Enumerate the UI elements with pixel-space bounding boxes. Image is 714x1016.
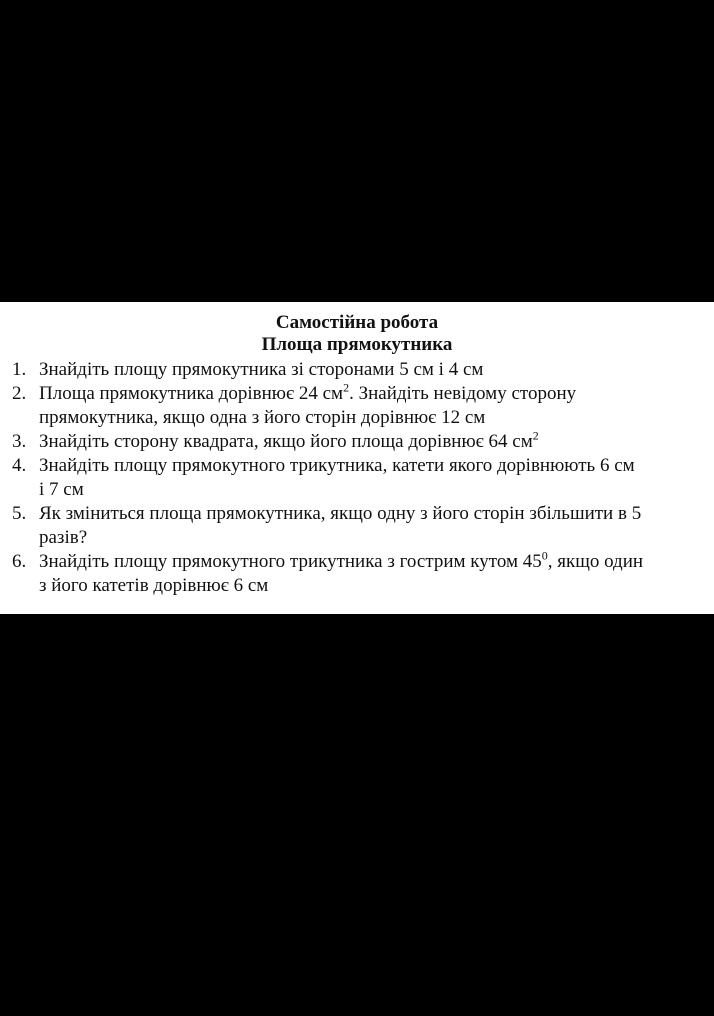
task-text-line-1: Як зміниться площа прямокутника, якщо одну з його сторін збільшити в 5 [39,503,642,524]
task-text: Площа прямокутника дорівнює 24 см [39,383,344,404]
task-number: 3. [12,431,27,452]
task-text-line-1 [39,382,576,405]
task-text: Знайдіть сторону квадрата, якщо його площа дорівнює 64 см [39,431,533,452]
task-text-line-2: разів? [39,527,88,548]
worksheet-title: Самостійна робота [275,312,439,333]
degree-superscript: 0 [541,548,548,563]
worksheet-subtitle: Площа прямокутника [261,334,453,355]
task-text-line-2: з його катетів дорівнює 6 см [39,575,269,596]
superscript: 2 [343,380,350,395]
task-text-line-2: прямокутника, якщо одна з його сторін дорівнює 12 см [39,407,486,428]
superscript: 2 [532,428,539,443]
task-text-line-2: і 7 см [39,479,84,500]
task-text-line-1: Знайдіть площу прямокутного трикутника, катети якого дорівнюють 6 см [39,455,635,476]
worksheet-page [0,302,714,614]
task-text-rest: , якщо один [547,551,644,572]
task-number: 6. [12,551,27,572]
task-text: Знайдіть площу прямокутника зі сторонами 5 см і 4 см [39,359,484,380]
task-number: 5. [12,503,27,524]
task-text: Знайдіть площу прямокутного трикутника з гострим кутом 45 [39,551,542,572]
task-number: 4. [12,455,27,476]
task-text-line-1 [39,550,643,573]
task-text-line-1 [39,430,539,453]
task-number: 2. [12,383,27,404]
task-number: 1. [12,359,27,380]
task-text-rest: . Знайдіть невідому сторону [349,383,577,404]
